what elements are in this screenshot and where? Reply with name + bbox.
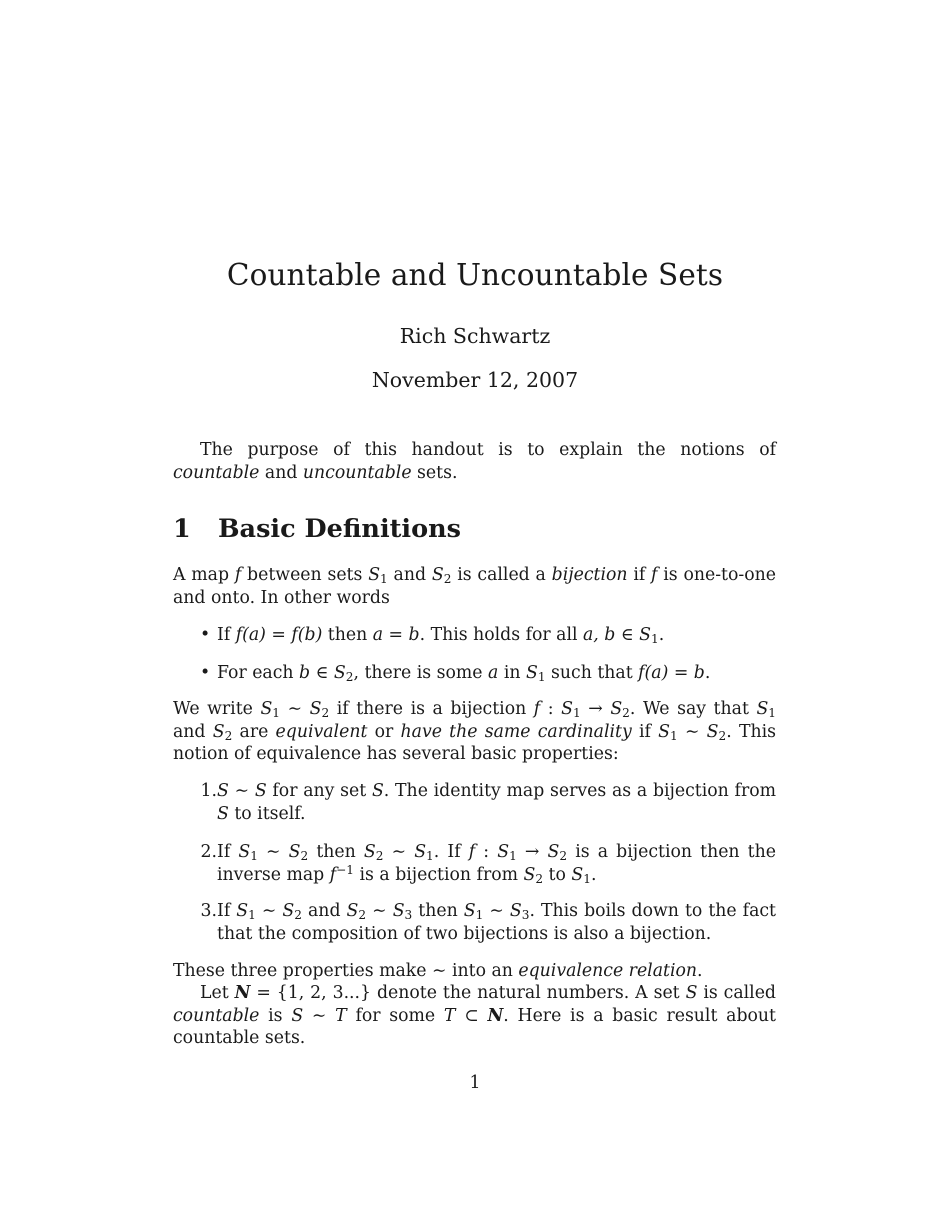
list-number: 1. <box>200 781 217 801</box>
publication-date: November 12, 2007 <box>371 368 579 392</box>
section-title: Basic Definitions <box>218 514 461 544</box>
abstract-paragraph: The purpose of this handout is to explain the notions of countable and uncountable sets. <box>173 440 776 483</box>
bullet-icon: • <box>200 663 211 683</box>
equivalence-paragraph: We write $S_1$ ∼ $S_2$ if there is a bijection f : $S_1 \to S_2$. We say that $S_1$ and $S_2$ are equivalent or have the same cardinality if $S_1$ ∼ $S_2$. This notion of equivalence has several basic properties: <box>173 699 777 764</box>
intro-paragraph: A map f between sets $S_1$ and $S_2$ is called a bijection if f is one-to-one and onto. In other words <box>173 565 777 608</box>
paper-title: Countable and Uncountable Sets <box>226 258 724 292</box>
bullet-icon: • <box>200 625 211 645</box>
list-number: 3. <box>200 901 217 921</box>
list-item: 3. If $S_1$ ∼ $S_2$ and $S_2$ ∼ $S_3$ then $S_1$ ∼ $S_3$. This boils down to the fact that the composition of two bijections is also a bijection. <box>200 900 776 945</box>
list-item: • For each b ∈ $S_2$, there is some a in $S_1$ such that f(a) = b. <box>200 663 711 685</box>
relation-paragraph: These three properties make ∼ into an equivalence relation. <box>173 961 703 981</box>
list-item: 1. S ∼ S for any set S. The identity map serves as a bijection from S to itself. <box>200 780 776 825</box>
list-number: 2. <box>200 842 217 862</box>
list-item: • If f(a) = f(b) then a = b. This holds for all a, b ∈ $S_1$. <box>200 625 665 647</box>
section-number: 1 <box>173 514 191 544</box>
countable-paragraph: Let N = {1, 2, 3...} denote the natural numbers. A set S is called countable is S ∼ T for some T ⊂ N. Here is a basic result about countable sets. <box>173 983 777 1048</box>
author-name: Rich Schwartz <box>399 324 551 348</box>
page-number: 1 <box>469 1073 481 1093</box>
list-item: 2. If $S_1$ ∼ $S_2$ then $S_2$ ∼ $S_1$. If f : $S_1 \to S_2$ is a bijection then the inverse map $f^{-1}$ is a bijection from $S_2$ to $S_1$. <box>200 841 776 886</box>
section-heading <box>173 514 461 544</box>
